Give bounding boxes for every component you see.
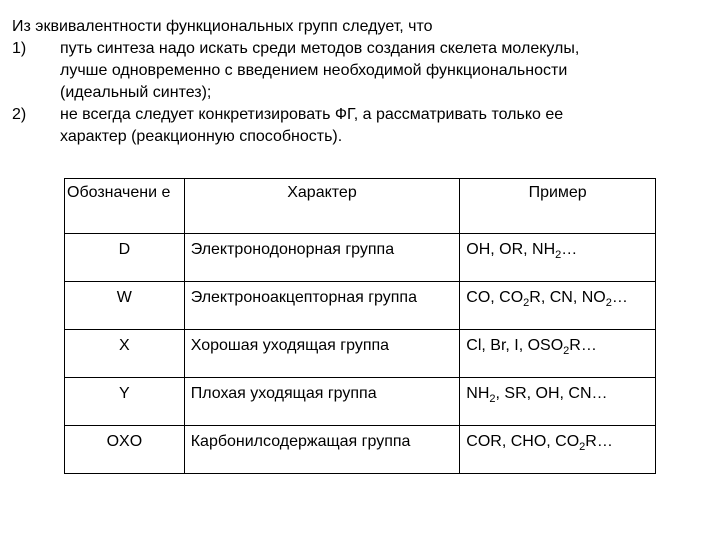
example-text: R… <box>585 433 613 450</box>
cell-character: Хорошая уходящая группа <box>184 330 460 378</box>
example-text: Cl, Br, I, OSO <box>466 337 564 354</box>
example-text: R… <box>569 337 597 354</box>
example-text: … <box>611 289 628 306</box>
example-text: CO, CO <box>466 289 524 306</box>
cell-code: OXO <box>65 426 185 474</box>
intro-lead: Из эквивалентности функциональных групп следует, что <box>12 18 433 35</box>
cell-code: W <box>65 282 185 330</box>
example-subscript: 2 <box>605 297 612 309</box>
cell-character: Карбонилсодержащая группа <box>184 426 460 474</box>
cell-code: Y <box>65 378 185 426</box>
table-row <box>65 378 656 426</box>
example-subscript: 2 <box>579 441 586 453</box>
cell-code: X <box>65 330 185 378</box>
example-text: NH <box>466 385 490 402</box>
table-row <box>65 234 656 282</box>
example-subscript: 2 <box>555 249 562 261</box>
example-text: , SR, OH, CN… <box>495 385 608 402</box>
functional-groups-table <box>64 178 656 474</box>
list-line: не всегда следует конкретизировать ФГ, а рассматривать только ее <box>60 106 564 123</box>
cell-example <box>460 426 656 474</box>
cell-example <box>460 330 656 378</box>
list-number: 2) <box>12 106 27 123</box>
cell-example <box>460 234 656 282</box>
cell-code: D <box>65 234 185 282</box>
header-example: Пример <box>460 179 656 234</box>
table-body <box>65 234 656 474</box>
cell-example <box>460 282 656 330</box>
cell-example <box>460 378 656 426</box>
list-line: (идеальный синтез); <box>60 84 212 101</box>
list-line: характер (реакционную способность). <box>60 128 343 145</box>
list-line: лучше одновременно с введением необходимой функциональности <box>60 62 568 79</box>
list-line: путь синтеза надо искать среди методов создания скелета молекулы, <box>60 40 580 57</box>
list-number: 1) <box>12 40 27 57</box>
table-row <box>65 330 656 378</box>
cell-character: Электронодонорная группа <box>184 234 460 282</box>
example-subscript: 2 <box>489 393 496 405</box>
intro-text <box>12 16 712 148</box>
example-subscript: 2 <box>563 345 570 357</box>
header-character: Характер <box>184 179 460 234</box>
example-text: R, CN, NO <box>529 289 606 306</box>
example-text: COR, CHO, CO <box>466 433 580 450</box>
list-item-1 <box>12 38 712 104</box>
table-row <box>65 282 656 330</box>
example-text: OH, OR, NH <box>466 241 556 258</box>
cell-character: Электроноакцепторная группа <box>184 282 460 330</box>
list-text <box>60 38 712 104</box>
example-text: … <box>561 241 578 258</box>
cell-character: Плохая уходящая группа <box>184 378 460 426</box>
header-code: Обозначени е <box>65 179 185 234</box>
example-subscript: 2 <box>523 297 530 309</box>
list-text <box>60 104 712 148</box>
list-item-2 <box>12 104 712 148</box>
table-row <box>65 426 656 474</box>
table-header-row <box>65 179 656 234</box>
